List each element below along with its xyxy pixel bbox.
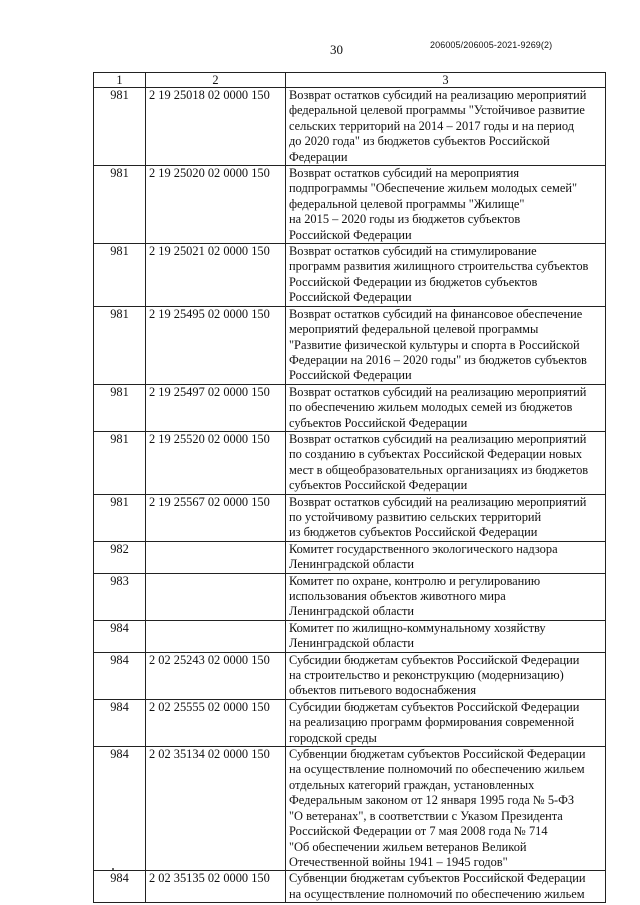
table-row: [94, 541, 606, 573]
table-row: [94, 620, 606, 652]
description-cell: Субсидии бюджетам субъектов Российской Федерации на строительство и реконструкцию (модернизацию) объектов питьевого водоснабжения: [286, 652, 606, 699]
description-cell: Возврат остатков субсидий на финансовое обеспечение мероприятий федеральной целевой программы "Развитие физической культуры и спорта в Российской Федерации на 2016 – 2020 годы" из бюджетов субъектов Российской Федерации: [286, 306, 606, 384]
budget-code-cell: 2 02 35135 02 0000 150: [146, 871, 286, 903]
admin-code-cell: 984: [94, 652, 146, 699]
table-row: [94, 871, 606, 903]
description-cell: Комитет государственного экологического надзора Ленинградской области: [286, 541, 606, 573]
budget-code-cell: 2 02 35134 02 0000 150: [146, 747, 286, 871]
admin-code-cell: 984: [94, 699, 146, 746]
page-number: 30: [330, 42, 343, 57]
description-cell: Возврат остатков субсидий на мероприятия подпрограммы "Обеспечение жильем молодых семей" федеральной целевой программы "Жилище" на 2015 – 2020 годы из бюджетов субъектов Российской Федерации: [286, 166, 606, 244]
admin-code-cell: 983: [94, 573, 146, 620]
description-cell: Возврат остатков субсидий на реализацию мероприятий по созданию в субъектах Российской Федерации новых мест в общеобразовательных организациях из бюджетов субъектов Российской Федерации: [286, 431, 606, 494]
budget-code-cell: 2 19 25497 02 0000 150: [146, 384, 286, 431]
admin-code-cell: 981: [94, 384, 146, 431]
table-row: [94, 244, 606, 307]
admin-code-cell: 984: [94, 871, 146, 903]
table-row: [94, 573, 606, 620]
budget-code-cell: 2 02 25555 02 0000 150: [146, 699, 286, 746]
table-row: [94, 494, 606, 541]
table-row: [94, 699, 606, 746]
description-cell: Субвенции бюджетам субъектов Российской Федерации на осуществление полномочий по обеспечению жильем отдельных категорий граждан, установленных Федеральным законом от 12 января 1995 года № 5-ФЗ "О ветеранах", в соответствии с Указом Президента Российской Федерации от 7 мая 2008 года № 714 "Об обеспечении жильем ветеранов Великой Отечественной войны 1941 – 1945 годов": [286, 747, 606, 871]
column-header: 3: [286, 73, 606, 88]
description-cell: Субвенции бюджетам субъектов Российской Федерации на осуществление полномочий по обеспечению жильем: [286, 871, 606, 903]
column-header: 1: [94, 73, 146, 88]
description-cell: Возврат остатков субсидий на стимулирование программ развития жилищного строительства субъектов Российской Федерации из бюджетов субъектов Российской Федерации: [286, 244, 606, 307]
admin-code-cell: 981: [94, 431, 146, 494]
budget-code-cell: 2 19 25018 02 0000 150: [146, 88, 286, 166]
table-row: [94, 431, 606, 494]
budget-code-cell: 2 02 25243 02 0000 150: [146, 652, 286, 699]
document-code: 206005/206005-2021-9269(2): [430, 40, 553, 50]
admin-code-cell: 982: [94, 541, 146, 573]
budget-code-cell: 2 19 25520 02 0000 150: [146, 431, 286, 494]
table-row: [94, 747, 606, 871]
table-row: [94, 306, 606, 384]
admin-code-cell: 981: [94, 494, 146, 541]
description-cell: Субсидии бюджетам субъектов Российской Федерации на реализацию программ формирования современной городской среды: [286, 699, 606, 746]
table-row: [94, 652, 606, 699]
table-row: [94, 88, 606, 166]
admin-code-cell: 984: [94, 747, 146, 871]
description-cell: Комитет по охране, контролю и регулированию использования объектов животного мира Ленинградской области: [286, 573, 606, 620]
description-cell: Комитет по жилищно-коммунальному хозяйству Ленинградской области: [286, 620, 606, 652]
admin-code-cell: 984: [94, 620, 146, 652]
budget-code-cell: [146, 541, 286, 573]
admin-code-cell: 981: [94, 166, 146, 244]
budget-code-cell: 2 19 25020 02 0000 150: [146, 166, 286, 244]
admin-code-cell: 981: [94, 88, 146, 166]
scan-speck: [112, 868, 114, 870]
budget-code-cell: [146, 573, 286, 620]
description-cell: Возврат остатков субсидий на реализацию мероприятий по устойчивому развитию сельских территорий из бюджетов субъектов Российской Федерации: [286, 494, 606, 541]
table-row: [94, 166, 606, 244]
budget-codes-table: [93, 72, 606, 903]
description-cell: Возврат остатков субсидий на реализацию мероприятий федеральной целевой программы "Устойчивое развитие сельских территорий на 2014 – 2017 годы и на период до 2020 года" из бюджетов субъектов Российской Федерации: [286, 88, 606, 166]
table-header-row: [94, 73, 606, 88]
admin-code-cell: 981: [94, 306, 146, 384]
table-body: [94, 88, 606, 903]
column-header: 2: [146, 73, 286, 88]
budget-code-cell: 2 19 25021 02 0000 150: [146, 244, 286, 307]
description-cell: Возврат остатков субсидий на реализацию мероприятий по обеспечению жильем молодых семей из бюджетов субъектов Российской Федерации: [286, 384, 606, 431]
table-row: [94, 384, 606, 431]
budget-code-cell: [146, 620, 286, 652]
admin-code-cell: 981: [94, 244, 146, 307]
budget-code-cell: 2 19 25567 02 0000 150: [146, 494, 286, 541]
budget-code-cell: 2 19 25495 02 0000 150: [146, 306, 286, 384]
